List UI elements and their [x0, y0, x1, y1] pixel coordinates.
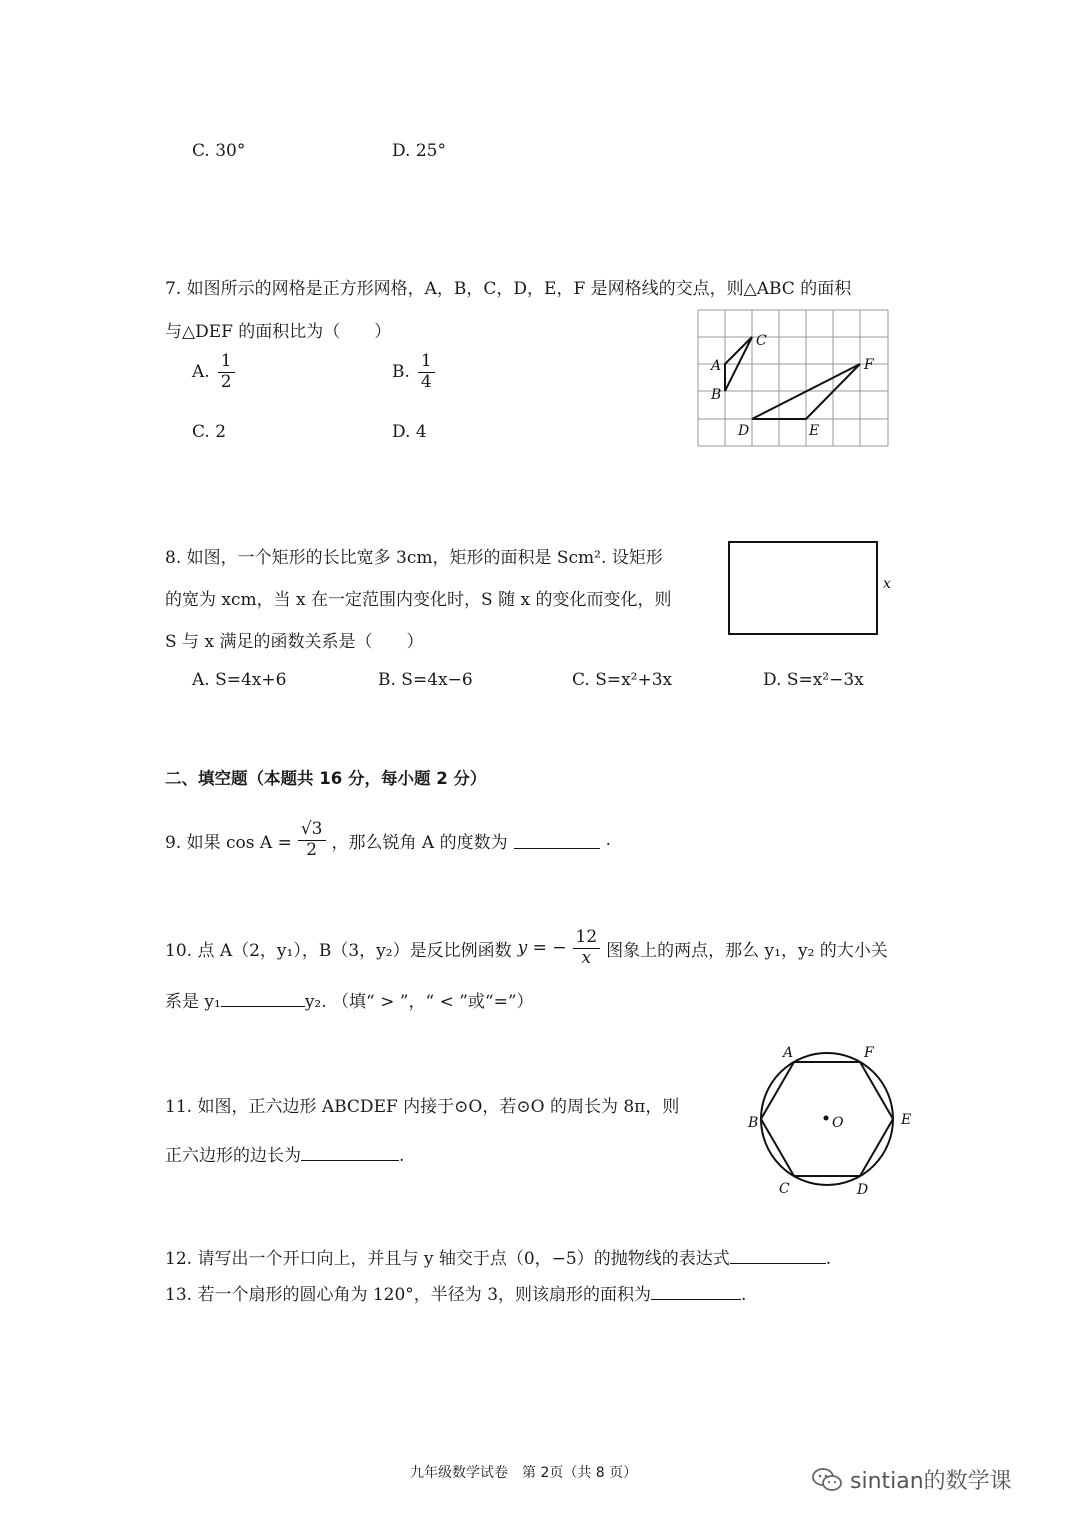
q9 [165, 811, 611, 869]
q9-end: . [605, 830, 611, 850]
q10-y-equals: y = − [517, 938, 567, 958]
point-a-label: A [711, 358, 722, 374]
q10-numerator: 12 [573, 928, 601, 949]
wechat-icon [812, 1467, 842, 1493]
q8-option-d: D. S=x²−3x [763, 670, 864, 690]
q8-stem-line1: 8. 如图，一个矩形的长比宽多 3cm，矩形的面积是 Scm². 设矩形 [165, 548, 663, 568]
q11-answer-blank[interactable] [301, 1144, 399, 1161]
q6-option-d: D. 25° [392, 141, 446, 161]
q10-line2-prefix: 系是 y₁ [165, 992, 221, 1012]
q11-line2-text: 正六边形的边长为 [165, 1146, 301, 1166]
q10-line1 [165, 922, 888, 974]
q13-text: 13. 若一个扇形的圆心角为 120°，半径为 3，则该扇形的面积为 [165, 1285, 652, 1305]
q9-numerator: √3 [298, 820, 326, 841]
q8-stem-line2: 的宽为 xcm，当 x 在一定范围内变化时，S 随 x 的变化而变化，则 [165, 590, 672, 610]
q6-option-c: C. 30° [192, 141, 246, 161]
watermark-text: sintian的数学课 [850, 1469, 1012, 1494]
hex-vertex-a-label: A [783, 1045, 794, 1061]
q11-stem-line1: 11. 如图，正六边形 ABCDEF 内接于⊙O，若⊙O 的周长为 8π，则 [165, 1097, 680, 1117]
q7-stem-line2: 与△DEF 的面积比为（ ） [165, 322, 392, 342]
q10-fraction [573, 928, 601, 968]
hex-vertex-c-label: C [779, 1181, 790, 1197]
q7-stem-line1: 7. 如图所示的网格是正方形网格，A，B，C，D，E，F 是网格线的交点，则△ABC 的面积 [165, 279, 852, 299]
q11-stem-line2 [165, 1141, 404, 1166]
q10-suffix: 图象上的两点，那么 y₁，y₂ 的大小关 [606, 940, 888, 961]
center-point-o [824, 1116, 829, 1121]
q13-end: . [741, 1285, 747, 1305]
q9-suffix: ，那么锐角 A 的度数为 [331, 832, 508, 853]
q9-answer-blank[interactable] [514, 832, 600, 849]
q13 [165, 1280, 746, 1305]
q13-answer-blank[interactable] [651, 1283, 741, 1300]
point-f-label: F [864, 357, 874, 373]
q9-prefix: 9. 如果 cos A = [165, 832, 292, 853]
q8-option-c: C. S=x²+3x [572, 670, 673, 690]
q7-a-numerator: 1 [218, 352, 235, 373]
q7-option-b-fraction [418, 352, 435, 392]
watermark [812, 1464, 1012, 1495]
q7-option-c: C. 2 [192, 422, 227, 442]
q8-rectangle-figure [722, 535, 902, 645]
q12-answer-blank[interactable] [730, 1247, 826, 1264]
q8-option-b: B. S=4x−6 [378, 670, 473, 690]
q8-stem-line3: S 与 x 满足的函数关系是（ ） [165, 632, 424, 652]
q7-option-b-label: B. [392, 362, 410, 383]
point-e-label: E [809, 423, 820, 439]
q12 [165, 1244, 831, 1269]
rectangle [729, 542, 877, 634]
q11-end: . [399, 1146, 405, 1166]
q7-b-numerator: 1 [418, 352, 435, 373]
q7-b-denominator: 4 [420, 371, 432, 392]
rectangle-width-label: x [883, 576, 891, 592]
q12-end: . [825, 1249, 832, 1269]
q11-hexagon-figure [738, 1038, 928, 1203]
point-b-label: B [711, 387, 722, 403]
q7-grid-figure [690, 305, 900, 455]
q10-line2-suffix: y₂. （填“ > ”，“ < ”或“=”） [304, 992, 534, 1012]
q10-line2 [165, 987, 534, 1012]
q8-option-a: A. S=4x+6 [192, 670, 287, 690]
q7-option-a-fraction [218, 352, 235, 392]
q7-a-denominator: 2 [220, 371, 232, 392]
section-2-title: 二、填空题（本题共 16 分，每小题 2 分） [165, 769, 487, 788]
page-footer: 九年级数学试卷 第 2页（共 8 页） [410, 1465, 638, 1481]
q10-answer-blank[interactable] [221, 990, 305, 1007]
q7-option-a [192, 352, 235, 392]
q9-denominator: 2 [306, 839, 318, 860]
q7-option-a-label: A. [192, 362, 210, 383]
q7-option-b [392, 352, 435, 392]
q9-fraction [298, 820, 326, 860]
point-c-label: C [756, 333, 767, 349]
hex-vertex-e-label: E [901, 1112, 912, 1128]
hex-vertex-b-label: B [748, 1115, 759, 1131]
hex-vertex-f-label: F [864, 1045, 874, 1061]
q10-prefix: 10. 点 A（2，y₁），B（3，y₂）是反比例函数 [165, 940, 512, 961]
center-o-label: O [832, 1115, 844, 1131]
point-d-label: D [738, 423, 750, 439]
q10-denominator: x [581, 947, 592, 968]
q7-option-d: D. 4 [392, 422, 427, 442]
hex-vertex-d-label: D [857, 1182, 869, 1198]
q12-text: 12. 请写出一个开口向上，并且与 y 轴交于点（0，−5）的抛物线的表达式 [165, 1249, 730, 1269]
